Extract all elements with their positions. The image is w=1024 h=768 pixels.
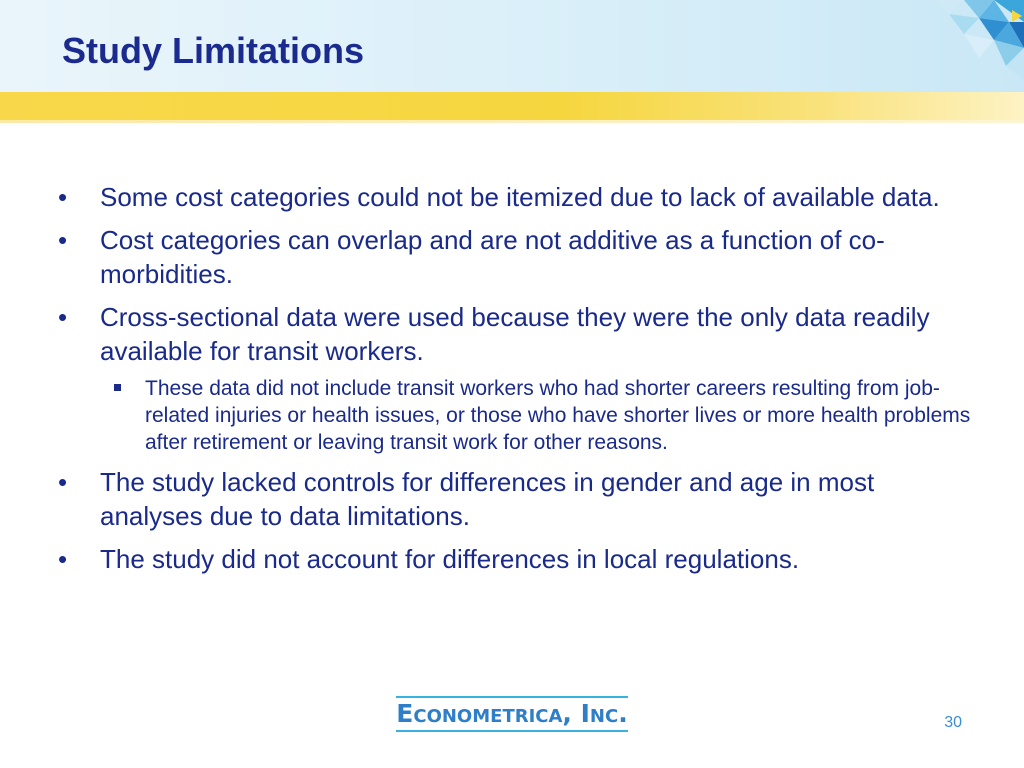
logo-text: Econometrica, Inc.	[396, 699, 628, 728]
header-band-fade	[0, 120, 1024, 123]
company-logo	[396, 696, 628, 732]
bullet-list	[0, 180, 1024, 585]
bullet-text: Some cost categories could not be itemized due to lack of available data.	[100, 182, 940, 212]
sub-bullet-text: These data did not include transit workers who had shorter careers resulting from job-related injuries or health issues, or those who have shorter lives or more health problems after retirement or leaving transit work for other reasons.	[145, 377, 971, 454]
bullet-item	[58, 300, 970, 368]
bullet-text: The study did not account for differences in local regulations.	[100, 544, 800, 574]
bullet-dot: •	[58, 467, 68, 497]
header-yellow-band	[0, 92, 1024, 120]
bullet-item	[58, 180, 970, 214]
bullet-item	[58, 542, 970, 576]
bullet-item	[58, 223, 970, 291]
square-bullet-icon	[114, 384, 121, 391]
bullet-dot: •	[58, 544, 68, 574]
logo-rule-top	[396, 696, 628, 698]
bullet-text: Cross-sectional data were used because they were the only data readily available for transit workers.	[100, 302, 930, 366]
bullet-dot: •	[58, 182, 68, 212]
bullet-text: Cost categories can overlap and are not additive as a function of co-morbidities.	[100, 225, 885, 289]
sub-bullet-item	[145, 375, 975, 456]
bullet-item	[58, 465, 970, 533]
bullet-dot: •	[58, 225, 68, 255]
page-title: Study Limitations	[62, 30, 365, 71]
bullet-dot: •	[58, 302, 68, 332]
decorative-triangles-icon	[894, 0, 1024, 92]
logo-rule-bottom	[396, 730, 628, 732]
page-number: 30	[944, 714, 962, 731]
bullet-text: The study lacked controls for differences in gender and age in most analyses due to data limitations.	[100, 467, 875, 531]
